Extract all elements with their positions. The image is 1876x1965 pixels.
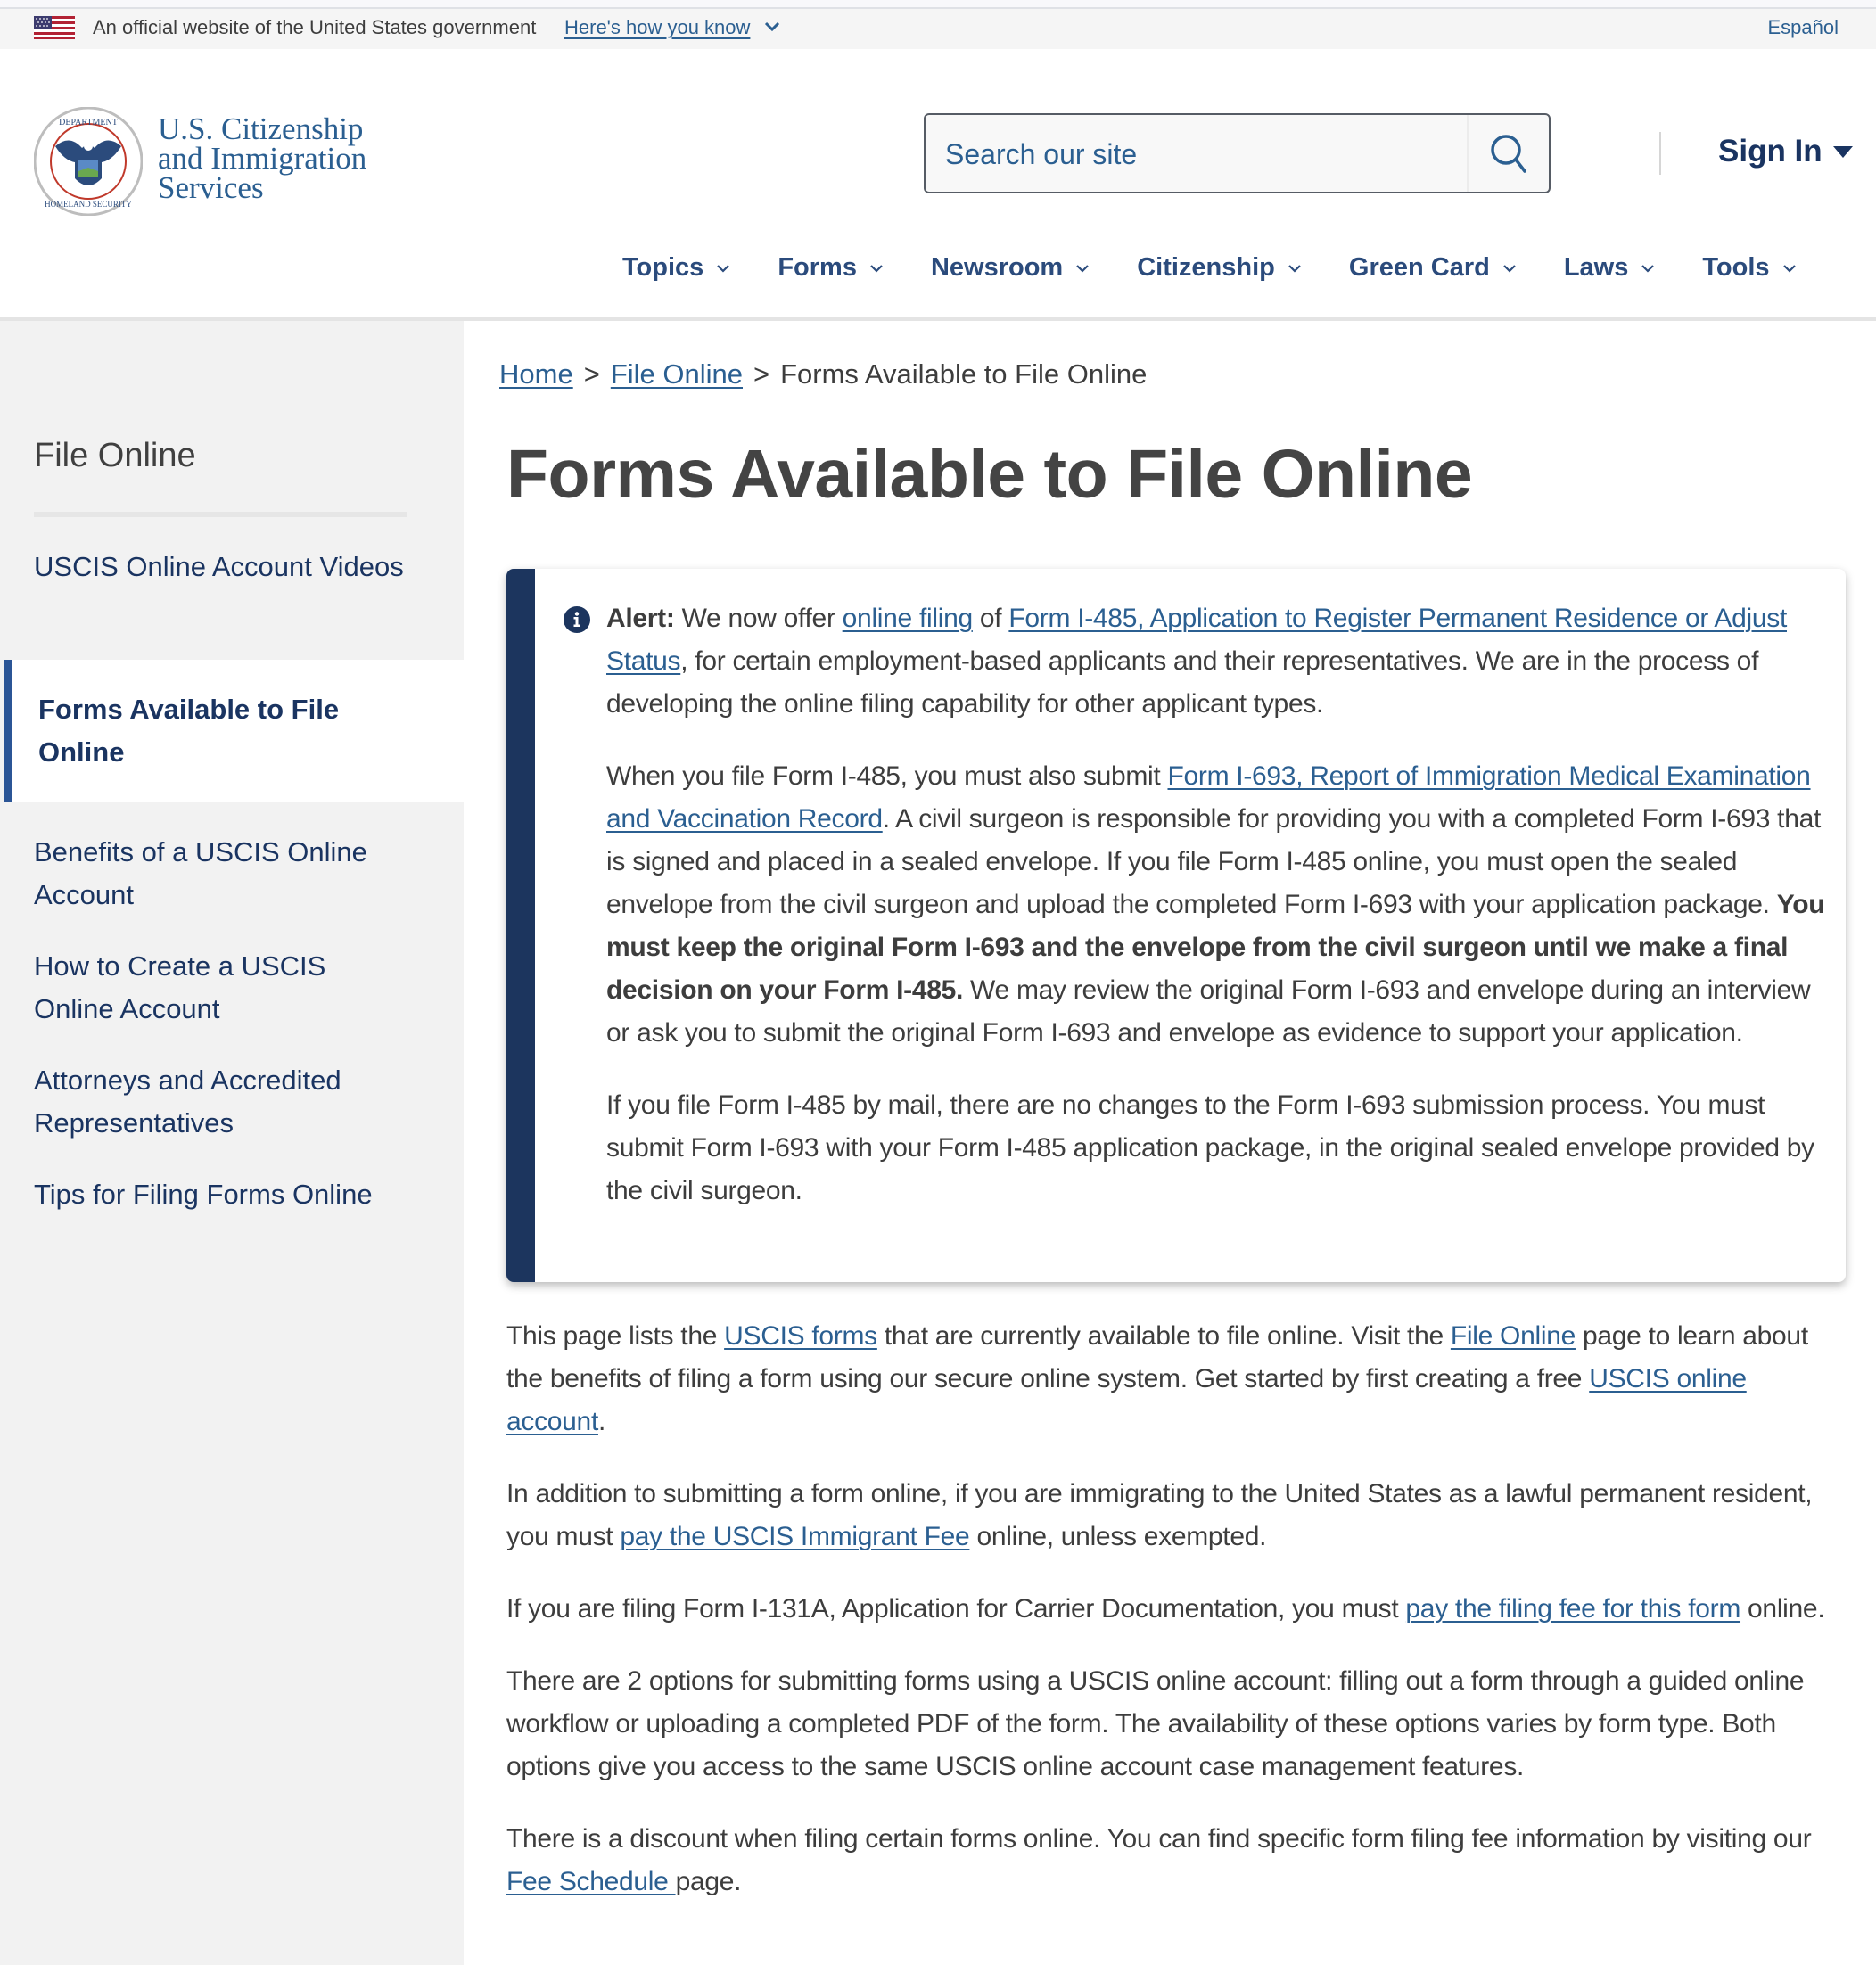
search-icon (1489, 133, 1528, 174)
text: , for certain employment-based applicants and their representatives. We are in the process of developing the online filing capability for other applicant types. (606, 646, 1759, 719)
sidebar-title: File Online (34, 437, 196, 474)
chevron-down-icon (1502, 264, 1517, 273)
header-divider (1659, 132, 1661, 175)
sign-in-label: Sign In (1718, 134, 1823, 169)
text: . A civil surgeon is responsible for providing you with a completed Form I-693 that is signed and placed in a sealed envelope. If you file Form I-485 online, you must open the sealed envelope from the civil surgeon and upload the completed Form I-693 with your application package. (606, 804, 1822, 919)
body-paragraph (506, 1315, 1844, 1443)
text: page to learn about the benefits of filing a form using our secure online system. Get started by first creating a free (506, 1321, 1808, 1394)
sidebar-item-label: Forms Available to File Online (38, 694, 340, 768)
chevron-down-icon (1641, 264, 1655, 273)
nav-label: Forms (778, 253, 857, 282)
text: This page lists the (506, 1321, 725, 1351)
text: that are currently available to file online. Visit the (876, 1321, 1451, 1351)
text: online. (1740, 1594, 1825, 1624)
nav-label: Green Card (1348, 253, 1490, 282)
alert-box (506, 569, 1846, 1282)
search-box (924, 113, 1551, 193)
alert-accent-bar (506, 569, 535, 1282)
dhs-seal-logo[interactable] (34, 107, 143, 216)
agency-line-3: Services (158, 170, 264, 205)
text: online, unless exempted. (969, 1522, 1267, 1551)
nav-label: Laws (1563, 253, 1629, 282)
svg-text:DEPARTMENT: DEPARTMENT (59, 118, 118, 127)
fee-schedule-link[interactable]: Fee Schedule (506, 1867, 676, 1896)
main-content (506, 1315, 1844, 1933)
sidebar-item-benefits[interactable]: Benefits of a USCIS Online Account (34, 836, 367, 910)
sidebar-item-create-account[interactable]: How to Create a USCIS Online Account (34, 950, 326, 1024)
form-i485-link[interactable]: Form I-485, Application to Register Permanent Residence or Adjust Status (606, 604, 1787, 676)
form-i693-link[interactable]: Form I-693, Report of Immigration Medical Examination and Vaccination Record (606, 761, 1811, 834)
us-flag-icon (34, 16, 75, 39)
agency-line-1: U.S. Citizenship (158, 111, 364, 146)
nav-label: Topics (622, 253, 704, 282)
page-title: Forms Available to File Online (506, 436, 1473, 513)
text: When you file Form I-485, you must also submit (606, 761, 1168, 791)
espanol-link[interactable]: Español (1767, 16, 1839, 38)
alert-bold-text: You must keep the original Form I-693 and the envelope from the civil surgeon until we make a final decision on your Form I-485. (606, 890, 1825, 1005)
text: page. (675, 1867, 742, 1896)
breadcrumb-separator: > (753, 358, 770, 390)
nav-item-green-card[interactable] (1349, 253, 1517, 283)
body-paragraph (506, 1473, 1844, 1558)
alert-label: Alert: (606, 604, 675, 633)
text: We may review the original Form I-693 and envelope during an interview or ask you to submit the original Form I-693 and envelope as evidence to support your application. (606, 975, 1811, 1048)
chevron-down-icon (1288, 264, 1302, 273)
search-button[interactable] (1467, 115, 1549, 192)
body-paragraph: There are 2 options for submitting forms using a USCIS online account: filling out a form through a guided online workflow or uploading a completed PDF of the form. The availability of these options varies by form type. Both options give you access to the same USCIS online account case management features. (506, 1666, 1805, 1781)
nav-item-citizenship[interactable] (1137, 253, 1302, 283)
online-filing-link[interactable]: online filing (842, 604, 973, 633)
sidebar-item-tips[interactable]: Tips for Filing Forms Online (34, 1179, 373, 1210)
breadcrumb-home[interactable]: Home (499, 358, 573, 390)
gov-banner-text: An official website of the United States government (93, 16, 537, 38)
alert-content (606, 597, 1828, 1242)
alert-paragraph (606, 755, 1828, 1055)
sidebar-item-attorneys[interactable]: Attorneys and Accredited Representatives (34, 1065, 341, 1139)
filing-fee-link[interactable]: pay the filing fee for this form (1405, 1594, 1741, 1624)
top-strip (0, 0, 1876, 9)
body-paragraph (506, 1818, 1844, 1903)
sign-in-button[interactable] (1718, 134, 1853, 169)
text: In addition to submitting a form online, if you are immigrating to the United States as a lawful permanent resident, you must (506, 1479, 1813, 1551)
sidebar-divider (34, 512, 407, 517)
nav-label: Tools (1702, 253, 1770, 282)
breadcrumb (499, 358, 1147, 391)
immigrant-fee-link[interactable]: pay the USCIS Immigrant Fee (620, 1522, 970, 1551)
text: There is a discount when filing certain forms online. You can find specific form filing fee information by visiting our (506, 1824, 1812, 1854)
alert-paragraph (606, 597, 1828, 726)
main-nav (622, 253, 1797, 283)
text: . (597, 1407, 606, 1436)
uscis-online-account-link[interactable]: USCIS online account (506, 1364, 1747, 1436)
chevron-down-icon[interactable] (763, 18, 781, 36)
nav-label: Citizenship (1137, 253, 1275, 282)
heres-how-you-know-link[interactable]: Here's how you know (564, 16, 751, 38)
text: If you are filing Form I-131A, Application for Carrier Documentation, you must (506, 1594, 1406, 1624)
info-icon (564, 606, 590, 633)
nav-item-topics[interactable] (622, 253, 730, 283)
svg-text:HOMELAND SECURITY: HOMELAND SECURITY (45, 200, 132, 209)
sidebar-item-online-account-videos[interactable]: USCIS Online Account Videos (34, 551, 404, 582)
body-paragraph (506, 1588, 1844, 1631)
text: of (972, 604, 1009, 633)
alert-paragraph: If you file Form I-485 by mail, there are no changes to the Form I-693 submission process. You must submit Form I-693 with your Form I-485 application package, in the original sealed envelope provided by the civil surgeon. (606, 1090, 1814, 1205)
sidebar-item-forms-available[interactable] (4, 660, 464, 802)
agency-name[interactable] (158, 111, 367, 205)
breadcrumb-file-online[interactable]: File Online (610, 358, 743, 390)
file-online-link[interactable]: File Online (1450, 1321, 1576, 1351)
nav-item-newsroom[interactable] (931, 253, 1090, 283)
chevron-down-icon (1782, 264, 1797, 273)
text: We now offer (674, 604, 843, 633)
breadcrumb-current: Forms Available to File Online (780, 358, 1148, 390)
nav-label: Newsroom (930, 253, 1064, 282)
agency-line-2: and Immigration (158, 141, 367, 176)
gov-banner (0, 9, 1876, 49)
nav-item-laws[interactable] (1564, 253, 1656, 283)
chevron-down-icon (716, 264, 730, 273)
chevron-down-icon (869, 264, 884, 273)
breadcrumb-separator: > (583, 358, 600, 390)
search-input[interactable] (943, 133, 1482, 176)
nav-item-tools[interactable] (1702, 253, 1796, 283)
chevron-down-icon (1075, 264, 1090, 273)
nav-item-forms[interactable] (778, 253, 884, 283)
caret-down-icon (1833, 146, 1853, 158)
sidebar (0, 321, 464, 1965)
uscis-forms-link[interactable]: USCIS forms (724, 1321, 877, 1351)
